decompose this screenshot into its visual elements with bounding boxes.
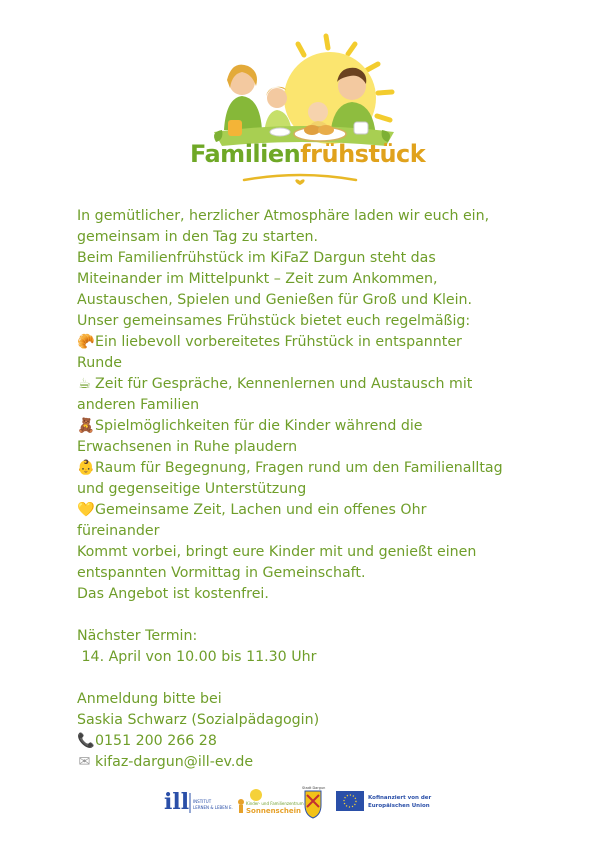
email-address[interactable]: kifaz-dargun@ill-ev.de: [95, 754, 254, 770]
benefit-continuation: Erwachsenen in Ruhe plaudern: [77, 439, 298, 455]
croissant-icon: 🥐: [77, 334, 95, 350]
kifaz-logo: [238, 789, 304, 815]
intro-line: Austauschen, Spielen und Genießen für Groß und Klein.: [77, 292, 473, 308]
benefit-item: [77, 416, 547, 437]
intro-line: gemeinsam in den Tag zu starten.: [77, 229, 319, 245]
benefit-continuation: anderen Familien: [77, 397, 200, 413]
benefit-item: [77, 374, 547, 395]
brand-title: [190, 140, 426, 168]
benefit-text: Zeit für Gespräche, Kennenlernen und Austausch mit: [95, 376, 473, 392]
email-line: [77, 752, 547, 773]
main-text: [77, 206, 547, 773]
intro-line: Unser gemeinsames Frühstück bietet euch regelmäßig:: [77, 313, 471, 329]
benefit-text: Raum für Begegnung, Fragen rund um den Familienalltag: [95, 460, 503, 476]
schedule-label: Nächster Termin:: [77, 628, 198, 644]
kifaz-logo-line2: Sonnenschein: [246, 807, 301, 815]
eu-text-line1: Kofinanziert von der: [368, 795, 432, 801]
baby-icon: 👶: [77, 460, 95, 476]
intro-line: Miteinander im Mittelpunkt – Zeit zum Ankommen,: [77, 271, 438, 287]
phone-line: [77, 731, 547, 752]
footer-logos: [160, 785, 450, 819]
envelope-icon: ✉: [78, 754, 91, 770]
yellow-heart-icon: 💛: [77, 502, 95, 518]
teddy-bear-icon: 🧸: [77, 418, 95, 434]
eu-text-line2: Europäischen Union: [368, 803, 430, 809]
benefit-text: Ein liebevoll vorbereitetes Frühstück in entspannter: [95, 334, 462, 350]
schedule-date: 14. April von 10.00 bis 11.30 Uhr: [77, 649, 317, 665]
ill-logo-mark: ill: [164, 789, 190, 815]
brand-title-part1: Familien: [190, 140, 301, 168]
phone-icon: 📞: [77, 733, 95, 749]
ill-logo-line2: LERNEN & LEBEN E.: [193, 805, 233, 810]
coffee-icon: ☕: [78, 376, 91, 392]
benefit-continuation: Runde: [77, 355, 122, 371]
closing-line: entspannten Vormittag in Gemeinschaft.: [77, 565, 366, 581]
benefit-item: [77, 500, 547, 521]
dargun-coat-of-arms: [302, 786, 325, 818]
kifaz-logo-line1: Kinder- und Familienzentrum: [246, 801, 304, 806]
benefit-continuation: und gegenseitige Unterstützung: [77, 481, 307, 497]
brand-swoosh-icon: [240, 172, 360, 186]
benefit-item: [77, 458, 547, 479]
benefit-text: Gemeinsame Zeit, Lachen und ein offenes Ohr: [95, 502, 427, 518]
closing-line: Das Angebot ist kostenfrei.: [77, 586, 269, 602]
city-name: Stadt Dargun: [302, 786, 326, 790]
closing-line: Kommt vorbei, bringt eure Kinder mit und genießt einen: [77, 544, 477, 560]
eu-logo: [336, 791, 431, 811]
benefit-text: Spielmöglichkeiten für die Kinder während die: [95, 418, 423, 434]
registration-label: Anmeldung bitte bei: [77, 691, 222, 707]
benefit-continuation: füreinander: [77, 523, 160, 539]
intro-line: Beim Familienfrühstück im KiFaZ Dargun steht das: [77, 250, 436, 266]
phone-number[interactable]: 0151 200 266 28: [95, 733, 217, 749]
intro-line: In gemütlicher, herzlicher Atmosphäre laden wir euch ein,: [77, 208, 490, 224]
benefit-item: [77, 332, 547, 353]
brand-title-part2: frühstück: [300, 140, 426, 168]
ill-logo-line1: INSTITUT: [193, 799, 212, 804]
ill-logo: [164, 789, 233, 815]
contact-person: Saskia Schwarz (Sozialpädagogin): [77, 712, 320, 728]
